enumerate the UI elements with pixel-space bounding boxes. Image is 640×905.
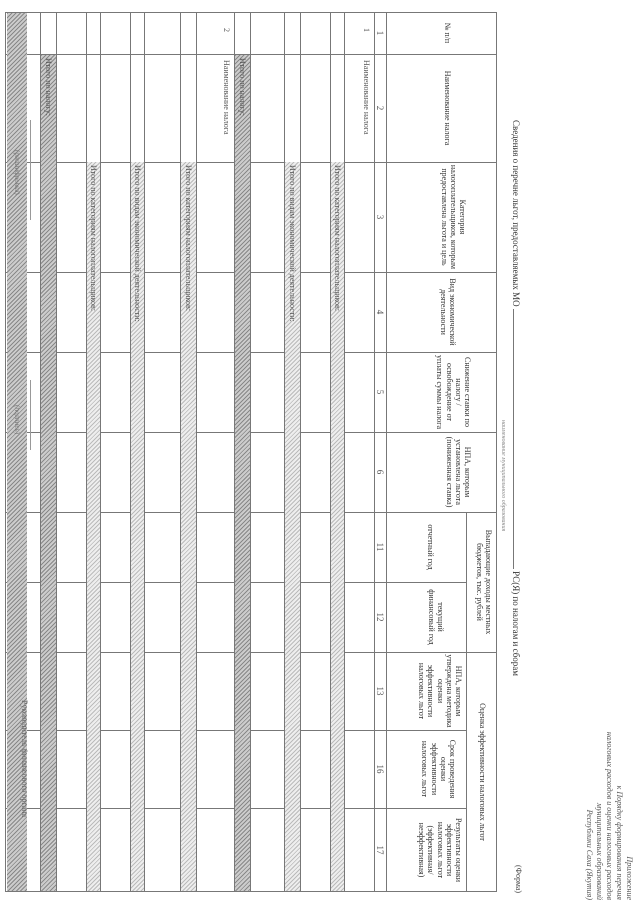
col-header-activity: Вид экономической деятельности: [438, 278, 457, 346]
subtotal-category-label: Итого по категориям налогоплательщиков:: [184, 165, 193, 311]
col-header-num: № п/п: [443, 22, 452, 44]
total-tax-label: Итого по налогу:: [238, 58, 247, 116]
col-header-tax-name: Наименование налога: [443, 70, 452, 146]
col-header-report-year: отчетный год: [426, 524, 435, 570]
head-of-finance-label: Руководитель финансового органа: [20, 700, 29, 818]
title-prefix: Сведения о перечне льгот, предоставляемых МО: [511, 120, 521, 307]
subtotal-activity-label: Итого по видам экономической деятельности:: [133, 165, 142, 322]
form-label: (Форма): [514, 865, 523, 894]
corner-note-line: Республики Саха (Якутия): [585, 809, 594, 900]
corner-note-line: к Порядку формирования перечня: [615, 785, 624, 900]
col-header-deadline: Срок проведения оценки эффективности налоговых льгот: [420, 739, 457, 799]
decode-line: [30, 120, 31, 220]
corner-note-line: Приложение: [625, 856, 634, 900]
col-num: 1: [375, 30, 385, 36]
col-header-rate: Снижение ставки по налогу / освобождение от уплаты суммы налога: [435, 354, 472, 430]
col-group-lost-income: Выпадающие доходы местных бюджетов, тыс. рублей: [474, 529, 493, 635]
col-num: 13: [375, 686, 385, 696]
signature-line: [30, 380, 31, 450]
title-subcaption: наименование муниципального образования: [500, 420, 506, 532]
col-num: 16: [375, 764, 385, 774]
col-header-npa: НПА, которым установлена льгота (пониженная ставка): [444, 436, 472, 508]
col-num: 11: [375, 542, 385, 552]
tax-name-cell: Наименование налога: [222, 60, 231, 135]
corner-note-line: муниципальных образований: [595, 802, 604, 900]
col-num: 6: [375, 469, 385, 475]
col-group-efficiency: Оценка эффективности налоговых льгот: [478, 703, 487, 841]
decode-caption: (расшифровка): [13, 150, 21, 195]
corner-note-line: налоговых расходов и оценки налоговых расходов: [605, 731, 614, 900]
subtotal-activity-label: Итого по видам экономической деятельности:: [288, 165, 297, 322]
col-header-method-npa: НПА, которым утверждена методика оценки эффективности налоговых льгот: [417, 654, 463, 728]
subtotal-category-label: Итого по категориям налогоплательщиков:: [333, 165, 342, 311]
subtotal-category-label: Итого по категориям налогоплательщиков:: [89, 165, 98, 311]
col-num: 5: [375, 389, 385, 395]
row-number: 1: [362, 28, 371, 32]
col-num: 3: [375, 214, 385, 220]
signature-caption: (подпись): [13, 405, 21, 435]
col-num: 12: [375, 612, 385, 622]
col-header-result: Результаты оценки эффективности налоговых льгот (эффективная/ неэффективная): [417, 817, 463, 883]
col-num: 4: [375, 309, 385, 315]
col-header-current-year: текущий финансовый год: [426, 589, 445, 645]
col-num: 2: [375, 105, 385, 111]
col-num: 17: [375, 845, 385, 855]
row-number: 2: [222, 28, 231, 32]
tax-name-cell: Наименование налога: [362, 60, 371, 135]
title-suffix: РС(Я) по налогам и сборам: [511, 571, 521, 676]
total-tax-label: Итого по налогу:: [44, 58, 53, 116]
col-header-category: Категория налогоплательщиков, которым предоставлена льгота и цель: [439, 164, 467, 270]
